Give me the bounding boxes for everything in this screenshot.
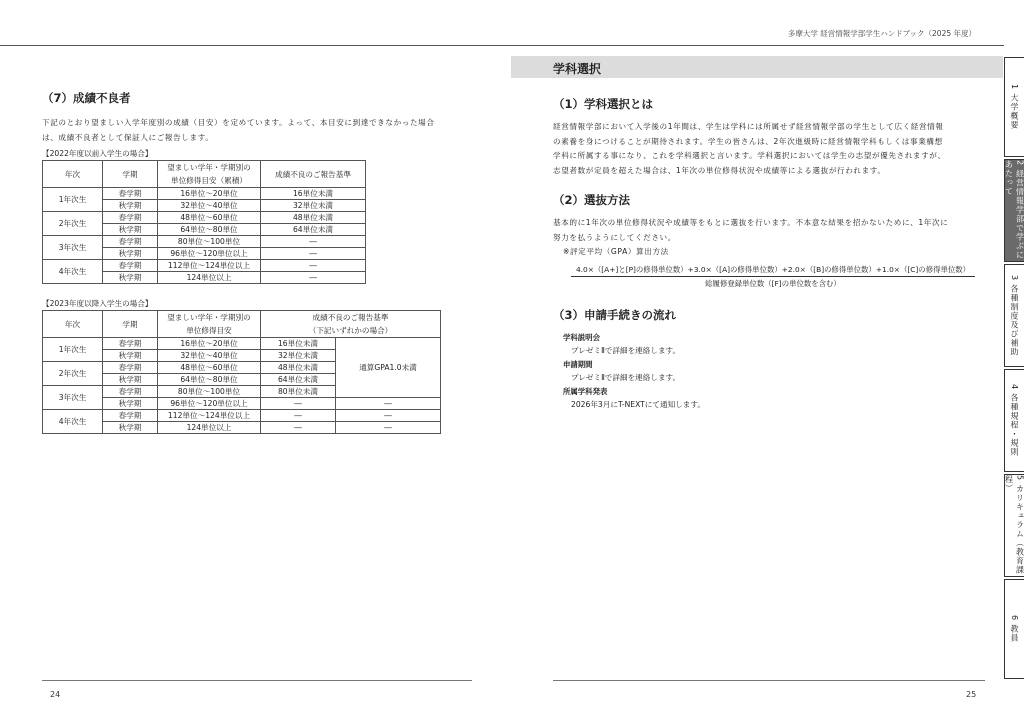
term-cell: 秋学期: [103, 374, 158, 386]
left-footer-divider: [42, 680, 472, 681]
target-cell: 96単位～120単位以上: [158, 398, 261, 410]
term-cell: 秋学期: [103, 248, 158, 260]
s1-line: 志望者数が定員を超えた場合は、1年次の単位修得状況や成績等による選抜が行われます。: [553, 165, 886, 175]
criterion-cell: 32単位未満: [261, 350, 336, 362]
tab-2-studying[interactable]: 2 経営情報学部で学ぶにあたって: [1004, 159, 1024, 262]
s1-line: 学科に所属する事になり、これを学科選択と言います。学科選択においては学生の志望が優先されますが、: [553, 151, 946, 160]
target-cell: 64単位～80単位: [158, 224, 261, 236]
table-row: [43, 422, 441, 434]
step-text: プレゼミⅡで詳細を連絡します。: [571, 373, 681, 382]
grades-table-2022: [42, 160, 366, 284]
term-cell: 春学期: [103, 386, 158, 398]
formula-denominator: 総履修登録単位数（[F]の単位数を含む）: [705, 278, 841, 288]
criterion-cell: 80単位未満: [261, 386, 336, 398]
term-cell: 秋学期: [103, 422, 158, 434]
table2-caption: 【2023年度以降入学生の場合】: [42, 299, 153, 308]
header-criterion: 成績不良のご報告基準: [261, 161, 366, 188]
year-cell: 3年次生: [43, 236, 103, 260]
target-cell: 124単位以上: [158, 272, 261, 284]
band-title: 学科選択: [553, 62, 602, 76]
criterion-cell: 64単位未満: [261, 224, 366, 236]
table-header-row: [43, 311, 441, 338]
header-year: 年次: [43, 161, 103, 188]
year-cell: 2年次生: [43, 212, 103, 236]
intro-line-1: 下記のとおり望ましい入学年度別の成績（目安）を定めています。よって、本目安に到達できなかった場合: [42, 118, 435, 127]
gpa-cell: ―: [336, 410, 441, 422]
target-cell: 112単位～124単位以上: [158, 410, 261, 422]
step-label: 申請期間: [563, 359, 593, 369]
tab-3-support[interactable]: 3 各種制度及び補助: [1004, 264, 1024, 367]
header-term: 学期: [103, 311, 158, 338]
target-cell: 64単位～80単位: [158, 374, 261, 386]
target-cell: 112単位～124単位以上: [158, 260, 261, 272]
tab-6-faculty[interactable]: 6 教員: [1004, 579, 1024, 679]
tab-5-curriculum[interactable]: 5 カリキュラム（教育課程）: [1004, 474, 1024, 577]
criterion-cell: ―: [261, 248, 366, 260]
criterion-cell: 48単位未満: [261, 212, 366, 224]
header-divider: [0, 45, 1004, 46]
term-cell: 春学期: [103, 188, 158, 200]
formula-numerator: 4.0×（[A+]と[P]の修得単位数）+3.0×（[A]の修得単位数）+2.0×（[B]の修得単位数）+1.0×（[C]の修得単位数）: [571, 264, 975, 277]
term-cell: 秋学期: [103, 398, 158, 410]
section-title-poor-grades: （7）成績不良者: [42, 91, 131, 105]
table1-caption: 【2022年度以前入学生の場合】: [42, 149, 153, 158]
term-cell: 秋学期: [103, 272, 158, 284]
criterion-cell: ―: [261, 272, 366, 284]
step-label: 学科説明会: [563, 332, 600, 342]
year-cell: 1年次生: [43, 338, 103, 362]
table-row: [43, 236, 366, 248]
table-row: [43, 398, 441, 410]
s2-title: （2）選抜方法: [553, 193, 631, 207]
target-cell: 80単位～100単位: [158, 236, 261, 248]
grades-table-2023: [42, 310, 441, 434]
criterion-cell: ―: [261, 260, 366, 272]
target-cell: 16単位～20単位: [158, 338, 261, 350]
step-text: プレゼミⅡで詳細を連絡します。: [571, 346, 681, 355]
target-cell: 80単位～100単位: [158, 386, 261, 398]
s2-line: 努力を払うようにしてください。: [553, 232, 676, 242]
table-row: [43, 338, 441, 350]
gpa-criterion-cell: 通算GPA1.0未満: [336, 338, 441, 398]
year-cell: 4年次生: [43, 410, 103, 434]
term-cell: 秋学期: [103, 200, 158, 212]
term-cell: 春学期: [103, 410, 158, 422]
term-cell: 春学期: [103, 212, 158, 224]
target-cell: 96単位～120単位以上: [158, 248, 261, 260]
criterion-cell: 48単位未満: [261, 362, 336, 374]
table-row: [43, 188, 366, 200]
target-cell: 16単位～20単位: [158, 188, 261, 200]
s2-line: 基本的に1年次の単位修得状況や成績等をもとに選抜を行います。不本意な結果を招かないために、1年次に: [553, 218, 949, 227]
criterion-cell: 64単位未満: [261, 374, 336, 386]
table-header-row: [43, 161, 366, 188]
gpa-cell: ―: [336, 422, 441, 434]
criterion-cell: ―: [261, 422, 336, 434]
s3-title: （3）申請手続きの流れ: [553, 307, 677, 322]
tab-1-overview[interactable]: 1 大学概要: [1004, 57, 1024, 157]
header-target: 望ましい学年・学期別の 単位修得目安: [158, 311, 261, 338]
header-term: 学期: [103, 161, 158, 188]
handbook-title: 多摩大学 経営情報学部学生ハンドブック（2025 年度）: [787, 29, 976, 38]
year-cell: 1年次生: [43, 188, 103, 212]
gpa-formula: [571, 264, 975, 289]
right-page-content: [553, 96, 985, 412]
page-number-right: 25: [966, 690, 977, 699]
target-cell: 124単位以上: [158, 422, 261, 434]
target-cell: 48単位～60単位: [158, 362, 261, 374]
tab-4-regulations[interactable]: 4 各種規程・規則: [1004, 369, 1024, 472]
intro-line-2: は、成績不良者として保証人にご報告します。: [42, 132, 214, 142]
criterion-cell: ―: [261, 236, 366, 248]
term-cell: 春学期: [103, 362, 158, 374]
year-cell: 3年次生: [43, 386, 103, 410]
criterion-cell: 32単位未満: [261, 200, 366, 212]
table-row: [43, 212, 366, 224]
term-cell: 春学期: [103, 338, 158, 350]
header-criterion: 成績不良のご報告基準 （下記いずれかの場合）: [261, 311, 441, 338]
header-year: 年次: [43, 311, 103, 338]
gpa-cell: ―: [336, 398, 441, 410]
s1-line: の素養を身につけることが期待されます。学生の皆さんは、2年次進級時に経営情報学科もしくは事業構想: [553, 136, 943, 146]
step-text: 2026年3月にT-NEXTにて通知します。: [571, 400, 705, 409]
target-cell: 32単位～40単位: [158, 200, 261, 212]
step-label: 所属学科発表: [563, 386, 608, 396]
left-page-content: [42, 90, 472, 434]
year-cell: 4年次生: [43, 260, 103, 284]
term-cell: 秋学期: [103, 224, 158, 236]
header-target: 望ましい学年・学期別の 単位修得目安（累積）: [158, 161, 261, 188]
criterion-cell: ―: [261, 410, 336, 422]
term-cell: 秋学期: [103, 350, 158, 362]
gpa-label: ※評定平均（GPA）算出方法: [563, 247, 669, 256]
year-cell: 2年次生: [43, 362, 103, 386]
table-row: [43, 410, 441, 422]
criterion-cell: 16単位未満: [261, 338, 336, 350]
section-band: [511, 56, 1003, 78]
s1-line: 経営情報学部において入学後の1年間は、学生は学科には所属せず経営情報学部の学生として広く経営情報: [553, 122, 944, 131]
target-cell: 32単位～40単位: [158, 350, 261, 362]
criterion-cell: ―: [261, 398, 336, 410]
right-footer-divider: [553, 680, 985, 681]
table-row: [43, 260, 366, 272]
target-cell: 48単位～60単位: [158, 212, 261, 224]
criterion-cell: 16単位未満: [261, 188, 366, 200]
term-cell: 春学期: [103, 236, 158, 248]
term-cell: 春学期: [103, 260, 158, 272]
s1-title: （1）学科選択とは: [553, 97, 654, 111]
page-number-left: 24: [50, 690, 61, 699]
